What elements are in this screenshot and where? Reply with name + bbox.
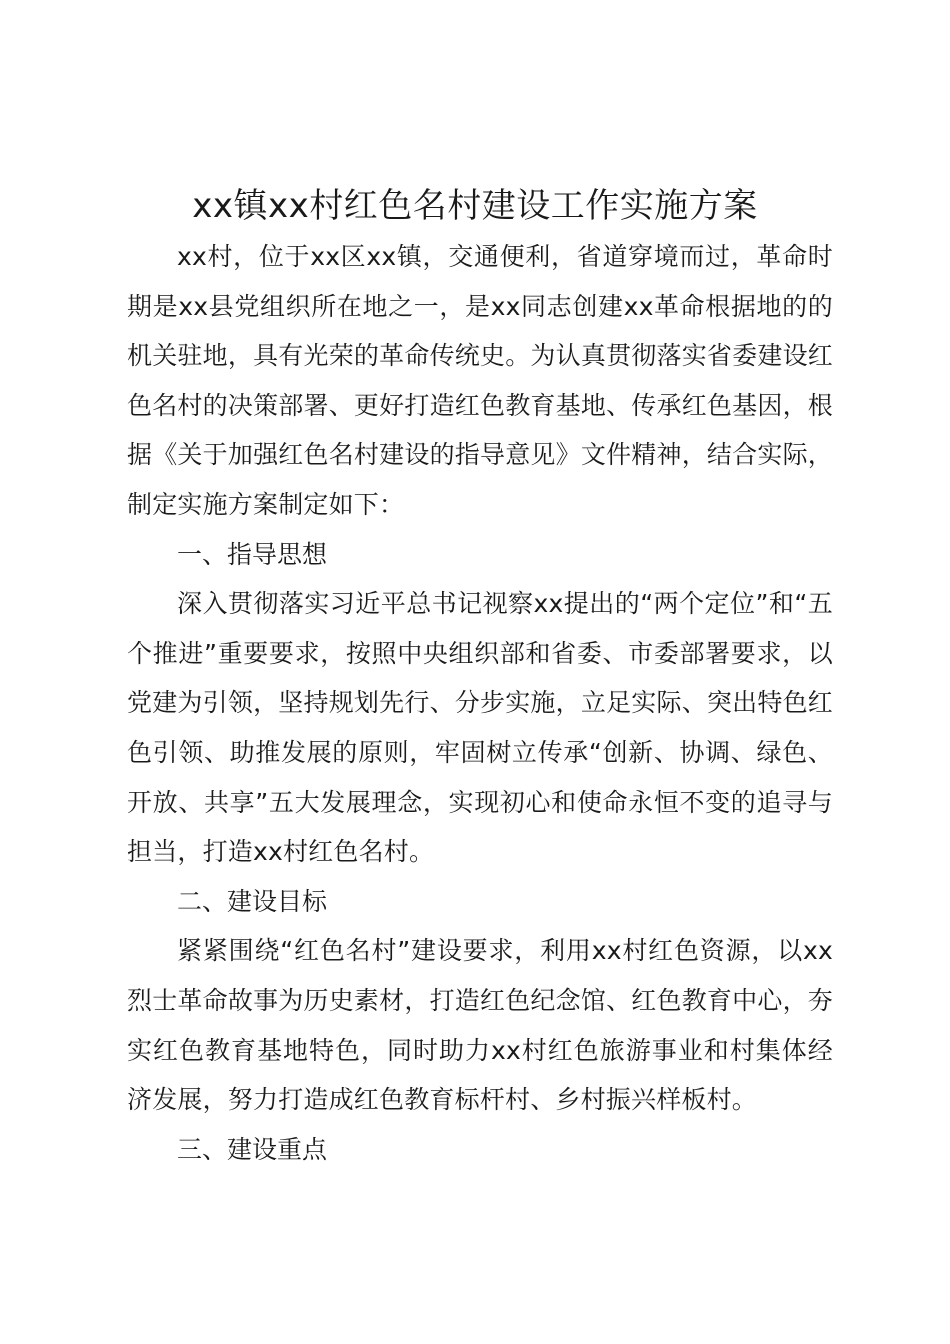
intro-paragraph: xx村，位于xx区xx镇，交通便利，省道穿境而过，革命时期是xx县党组织所在地之一，是xx同志创建xx革命根据地的的机关驻地，具有光荣的革命传统史。为认真贯彻落实省委建设红色名村的决策部署、更好打造红色教育基地、传承红色基因，根据《关于加强红色名村建设的指导意见》文件精神，结合实际，制定实施方案制定如下： [127,242,833,519]
section-text-guiding-ideology: 深入贯彻落实习近平总书记视察xx提出的“两个定位”和“五个推进”重要要求，按照中央组织部和省委、市委部署要求，以党建为引领，坚持规划先行、分步实施，立足实际、突出特色红色引领、助推发展的原则，牢固树立传承“创新、协调、绿色、开放、共享”五大发展理念，实现初心和使命永恒不变的追寻与担当，打造xx村红色名村。 [127,589,833,867]
section-text-construction-goals: 紧紧围绕“红色名村”建设要求，利用xx村红色资源，以xx烈士革命故事为历史素材，打造红色纪念馆、红色教育中心，夯实红色教育基地特色，同时助力xx村红色旅游事业和村集体经济发展，努力打造成红色教育标杆村、乡村振兴样板村。 [127,936,833,1115]
section-heading-guiding-ideology: 一、指导思想 [177,539,328,569]
document-body [127,232,833,1174]
section-heading-construction-goals: 二、建设目标 [177,886,328,916]
section-heading-construction-focus: 三、建设重点 [177,1134,328,1164]
document-title: xx镇xx村红色名村建设工作实施方案 [192,186,758,226]
